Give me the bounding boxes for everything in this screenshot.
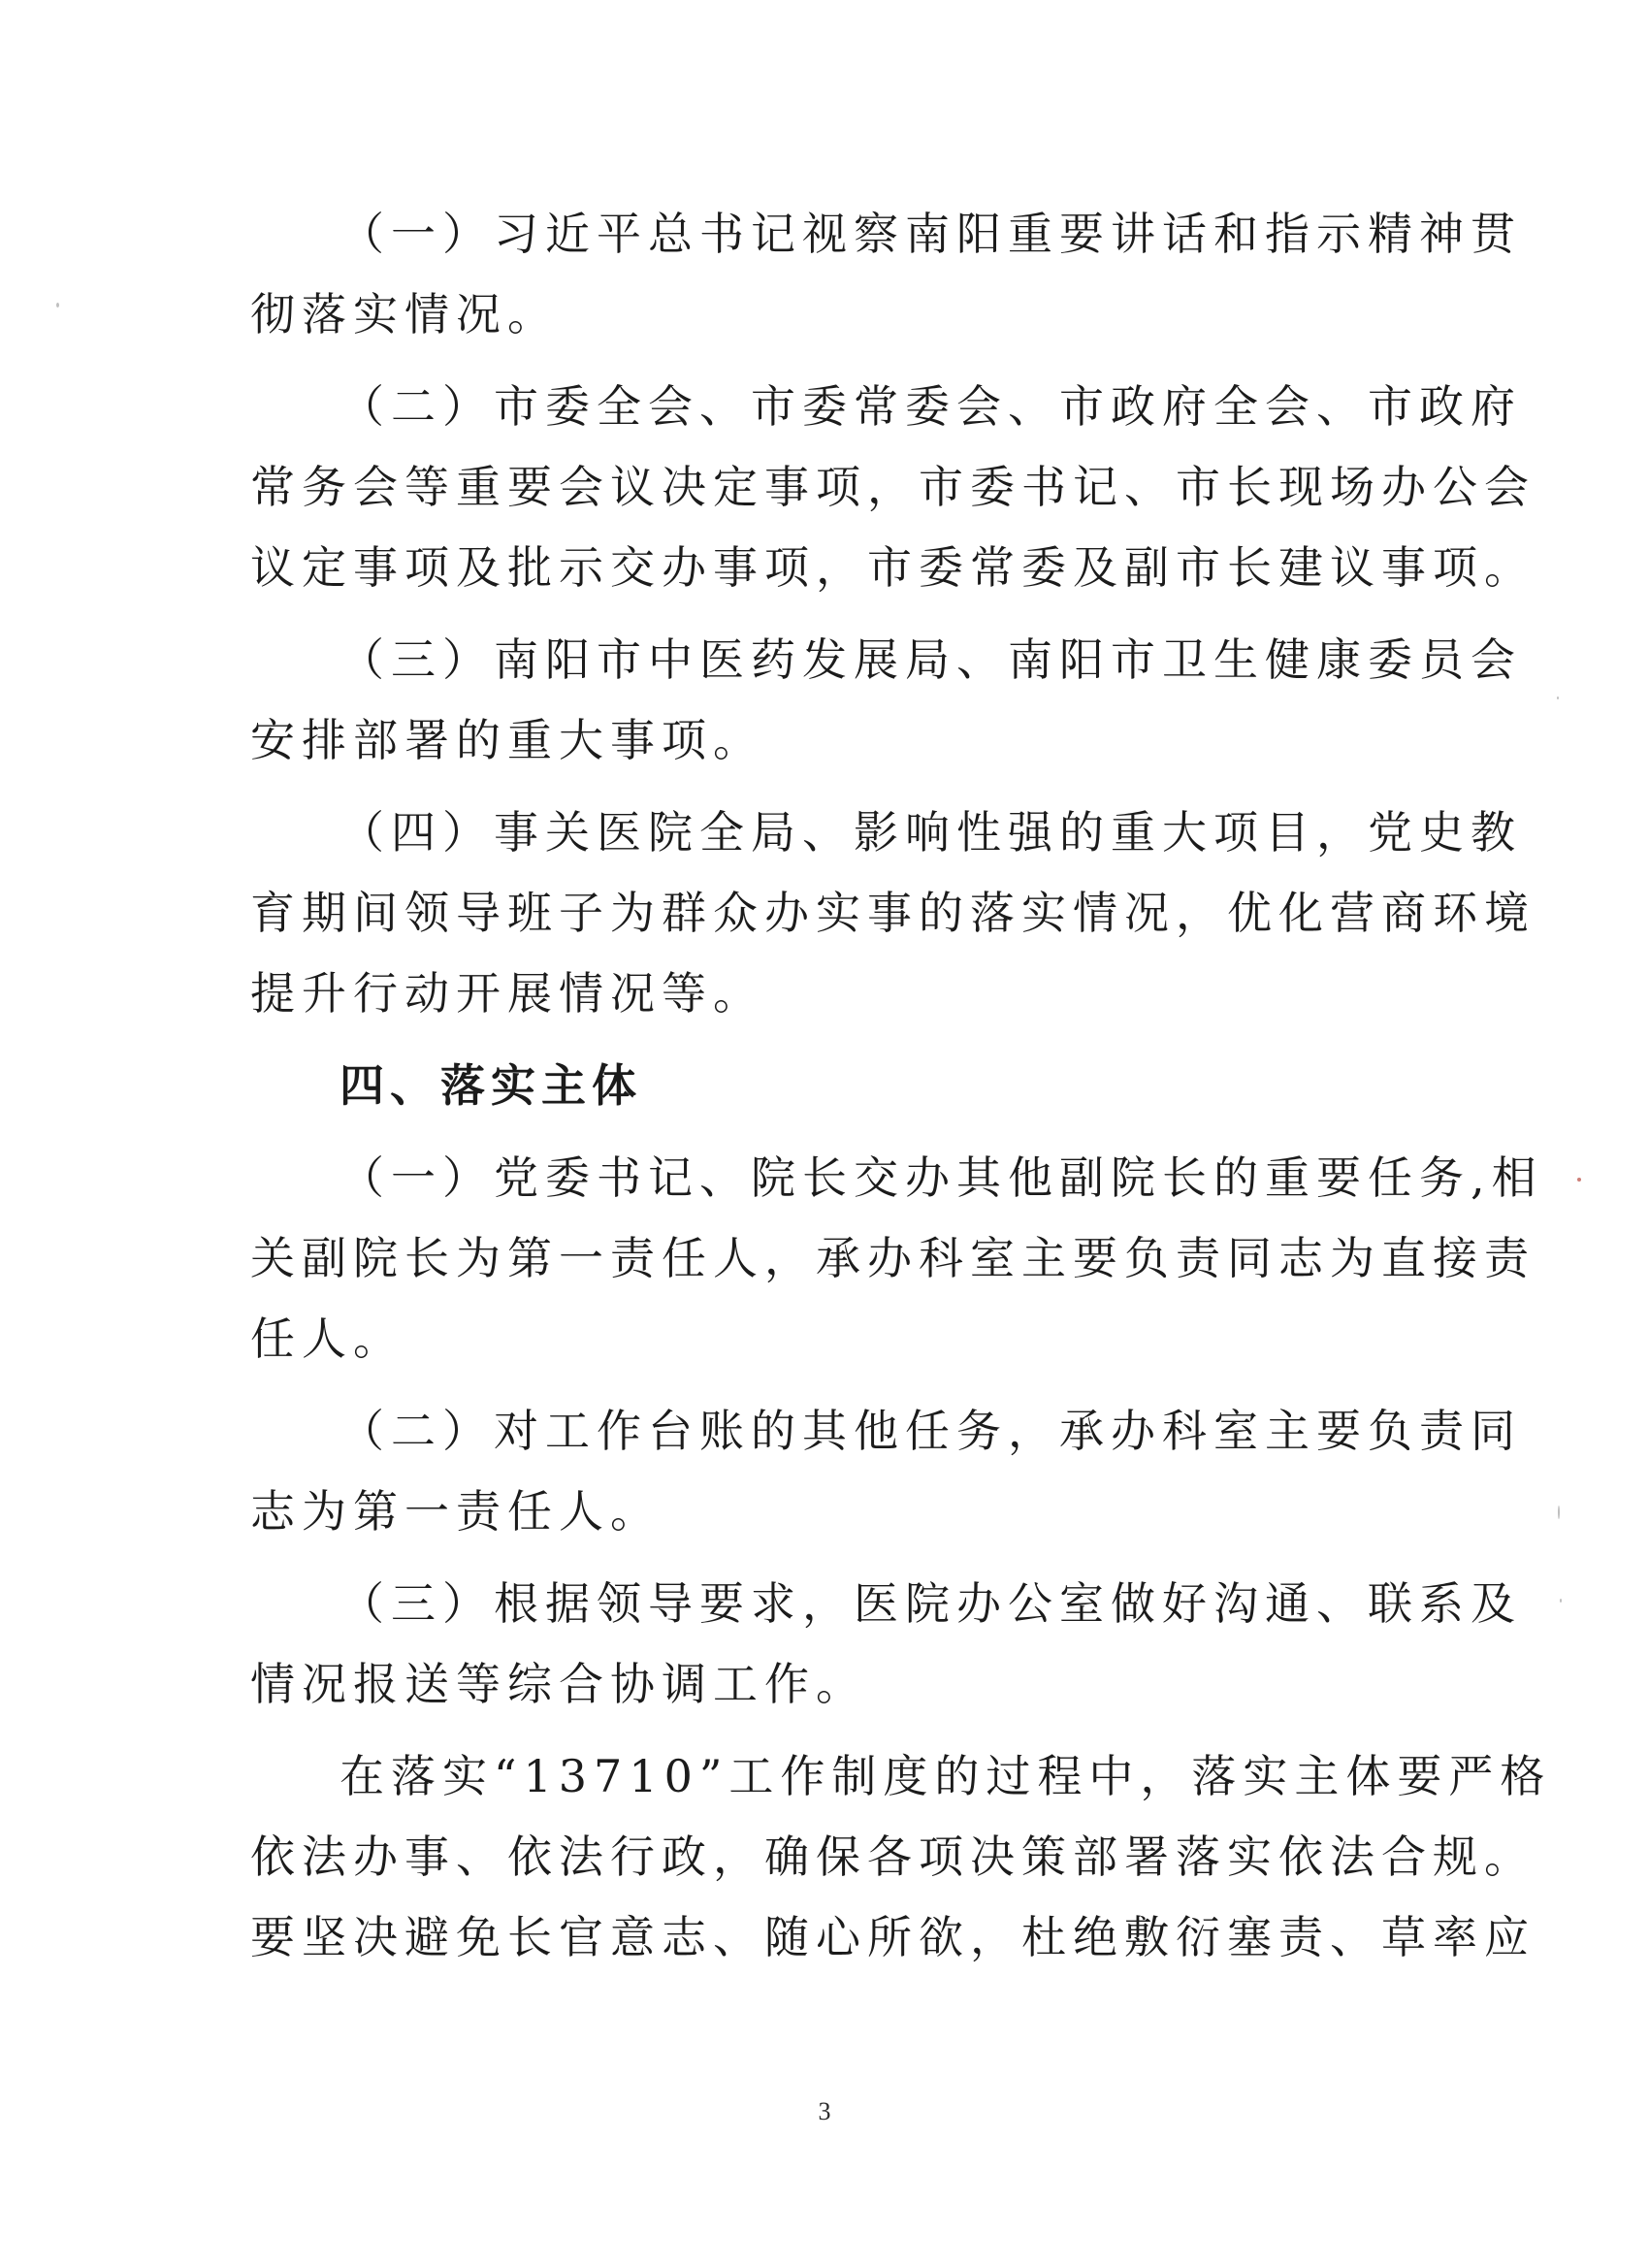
paragraph-line: （一）党委书记、院长交办其他副院长的重要任务,相 — [340, 1151, 1543, 1204]
page-content — [250, 194, 1552, 1978]
scan-speck — [56, 303, 59, 308]
paragraph-line: 常务会等重要会议决定事项，市委书记、市长现场办公会 — [250, 461, 1536, 513]
paragraph-line: 提升行动开展情况等。 — [250, 967, 764, 1020]
paragraph-line: （四）事关医院全局、影响性强的重大项目，党史教 — [340, 806, 1522, 859]
paragraph-line: （一）习近平总书记视察南阳重要讲话和指示精神贯 — [340, 208, 1522, 260]
section-three-item-3 — [250, 620, 1522, 781]
paragraph-line: 育期间领导班子为群众办实事的落实情况，优化营商环境 — [250, 887, 1536, 939]
page-number: 3 — [818, 2097, 831, 2125]
paragraph-line: 安排部署的重大事项。 — [250, 714, 764, 766]
paragraph-line: 要坚决避免长官意志、随心所欲，杜绝敷衍塞责、草率应 — [250, 1911, 1536, 1963]
scan-speck — [1560, 1599, 1562, 1603]
section-three-item-1 — [250, 194, 1522, 355]
paragraph-line: （三）根据领导要求，医院办公室做好沟通、联系及 — [340, 1577, 1522, 1630]
section-four-item-1 — [250, 1138, 1543, 1379]
paragraph-line: 志为第一责任人。 — [250, 1485, 662, 1538]
paragraph-line: 情况报送等综合协调工作。 — [250, 1658, 867, 1710]
scan-speck — [1577, 1178, 1581, 1182]
paragraph-line: （二）对工作台账的其他任务，承办科室主要负责同 — [340, 1405, 1522, 1457]
scan-speck — [1558, 1506, 1560, 1519]
paragraph-line: 议定事项及批示交办事项，市委常委及副市长建议事项。 — [250, 541, 1536, 594]
section-four-item-3 — [250, 1564, 1522, 1725]
paragraph-line: 任人。 — [250, 1312, 404, 1365]
paragraph-line: 依法办事、依法行政，确保各项决策部署落实依法合规。 — [250, 1831, 1536, 1883]
section-three-item-2 — [250, 367, 1536, 608]
paragraph-line: 关副院长为第一责任人，承办科室主要负责同志为直接责 — [250, 1232, 1536, 1284]
paragraph-line: 彻落实情况。 — [250, 288, 559, 340]
section-three-item-4 — [250, 793, 1536, 1034]
section-heading: 四、落实主体 — [340, 1059, 642, 1112]
paragraph-line: （二）市委全会、市委常委会、市政府全会、市政府 — [340, 380, 1522, 433]
scan-speck — [1557, 697, 1559, 699]
section-four-item-2 — [250, 1391, 1522, 1552]
paragraph-line: （三）南阳市中医药发展局、南阳市卫生健康委员会 — [340, 633, 1522, 686]
paragraph-line: 在落实“13710”工作制度的过程中，落实主体要严格 — [340, 1750, 1552, 1802]
closing-paragraph — [250, 1736, 1552, 1978]
